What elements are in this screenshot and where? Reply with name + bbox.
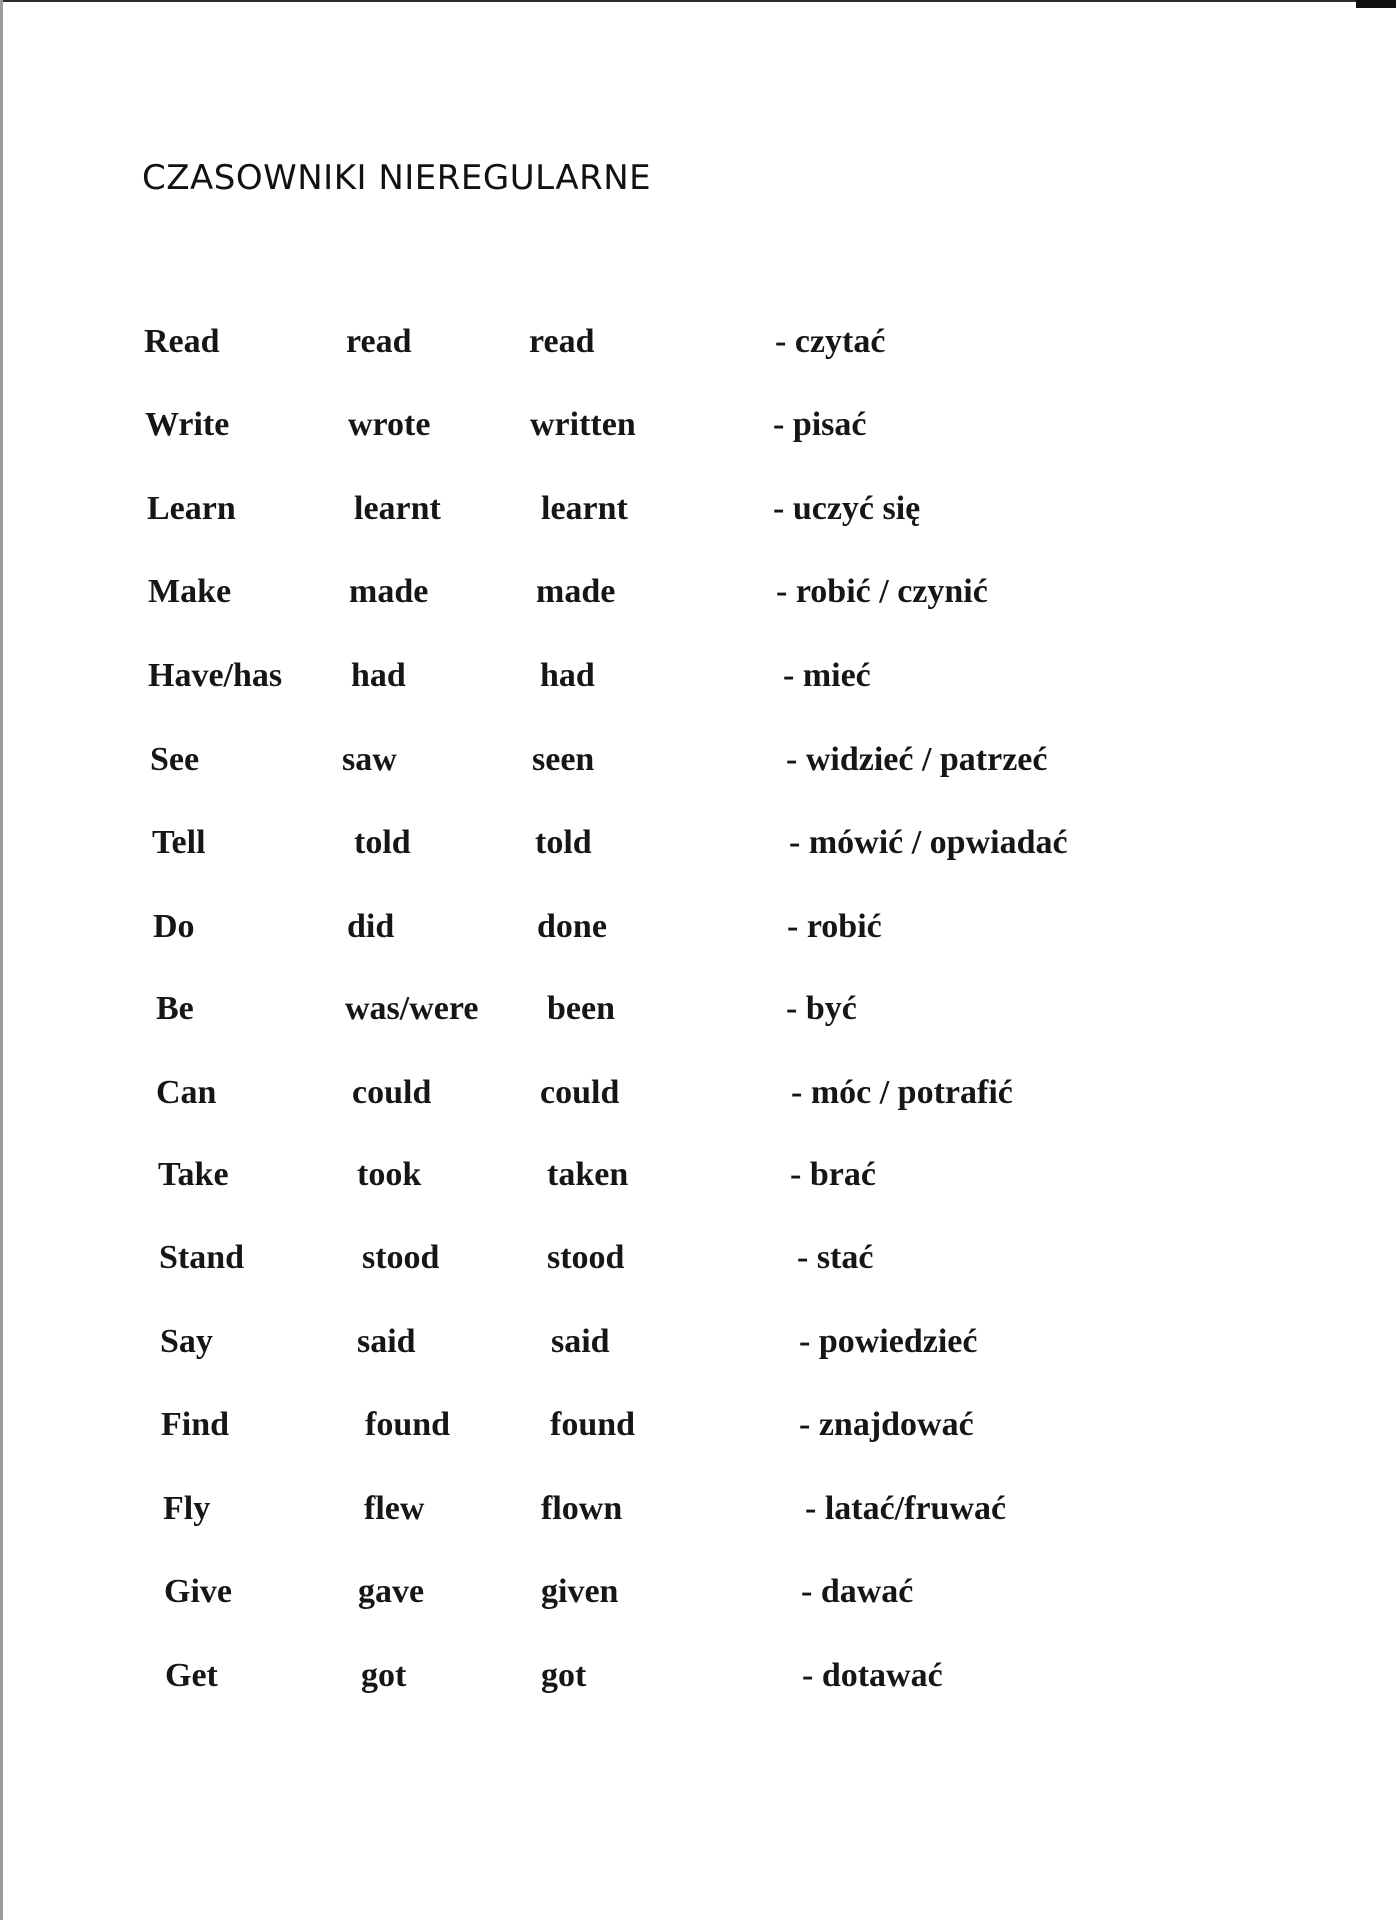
verb-polish-translation: - robić — [787, 908, 882, 945]
verb-base-form: Be — [156, 990, 194, 1027]
verb-base-form: Make — [148, 573, 232, 610]
verb-row — [0, 489, 1396, 549]
verb-past-participle: said — [551, 1323, 610, 1360]
page-title: CZASOWNIKI NIEREGULARNE — [142, 158, 652, 198]
verb-past-participle: could — [540, 1074, 620, 1111]
verb-past-participle: found — [550, 1406, 636, 1443]
verb-past-simple: had — [351, 657, 406, 694]
verb-past-simple: told — [354, 824, 411, 861]
verb-row — [0, 1405, 1396, 1465]
verb-past-simple: found — [365, 1406, 451, 1443]
verb-past-simple: flew — [364, 1490, 425, 1527]
verb-past-participle: flown — [541, 1490, 623, 1527]
verb-row — [0, 1572, 1396, 1632]
verb-past-simple: gave — [358, 1573, 425, 1610]
verb-polish-translation: - być — [786, 990, 857, 1027]
verb-base-form: Take — [158, 1156, 229, 1193]
verb-row — [0, 989, 1396, 1049]
verb-past-simple: made — [349, 573, 429, 610]
verb-row — [0, 1155, 1396, 1215]
verb-row — [0, 1489, 1396, 1549]
verb-polish-translation: - brać — [790, 1156, 876, 1193]
verb-base-form: Fly — [163, 1490, 211, 1527]
verb-row — [0, 740, 1396, 800]
verb-past-simple: was/were — [345, 990, 479, 1027]
verb-base-form: Give — [164, 1573, 232, 1610]
verb-base-form: Tell — [152, 824, 206, 861]
verb-polish-translation: - uczyć się — [773, 490, 921, 527]
verb-past-simple: said — [357, 1323, 416, 1360]
verb-past-simple: could — [352, 1074, 432, 1111]
verb-polish-translation: - stać — [797, 1239, 874, 1276]
verb-polish-translation: - pisać — [773, 406, 867, 443]
verb-past-simple: learnt — [354, 490, 441, 527]
verb-past-participle: got — [541, 1657, 587, 1694]
verb-past-simple: took — [357, 1156, 422, 1193]
verb-past-simple: did — [347, 908, 395, 945]
verb-base-form: See — [150, 741, 200, 778]
verb-row — [0, 405, 1396, 465]
verb-past-simple: saw — [342, 741, 397, 778]
verb-past-participle: been — [547, 990, 615, 1027]
verb-base-form: Have/has — [148, 657, 283, 694]
verb-base-form: Read — [144, 323, 220, 360]
verb-past-participle: seen — [532, 741, 595, 778]
verb-polish-translation: - dawać — [801, 1573, 914, 1610]
verb-base-form: Say — [160, 1323, 213, 1360]
verb-past-participle: stood — [547, 1239, 625, 1276]
verb-past-participle: told — [535, 824, 592, 861]
verb-polish-translation: - latać/fruwać — [805, 1490, 1007, 1527]
verb-row — [0, 1322, 1396, 1382]
verb-past-participle: given — [541, 1573, 619, 1610]
verb-row — [0, 907, 1396, 967]
verb-polish-translation: - robić / czynić — [776, 573, 988, 610]
verb-polish-translation: - mieć — [783, 657, 871, 694]
verb-polish-translation: - znajdować — [799, 1406, 974, 1443]
verb-past-participle: taken — [547, 1156, 629, 1193]
verb-row — [0, 322, 1396, 382]
verb-past-simple: stood — [362, 1239, 440, 1276]
verb-polish-translation: - widzieć / patrzeć — [786, 741, 1048, 778]
verb-past-participle: read — [529, 323, 595, 360]
verb-polish-translation: - móc / potrafić — [791, 1074, 1013, 1111]
verb-polish-translation: - powiedzieć — [799, 1323, 978, 1360]
verb-polish-translation: - czytać — [775, 323, 886, 360]
verb-row — [0, 1238, 1396, 1298]
verb-row — [0, 656, 1396, 716]
verb-past-simple: got — [361, 1657, 407, 1694]
verb-row — [0, 823, 1396, 883]
verb-row — [0, 1073, 1396, 1133]
verb-row — [0, 572, 1396, 632]
verb-base-form: Stand — [159, 1239, 245, 1276]
verb-past-participle: done — [537, 908, 607, 945]
verb-past-participle: had — [540, 657, 595, 694]
verb-base-form: Can — [156, 1074, 217, 1111]
verb-past-participle: learnt — [541, 490, 628, 527]
verb-base-form: Find — [161, 1406, 230, 1443]
verb-past-simple: read — [346, 323, 412, 360]
verb-row — [0, 1656, 1396, 1716]
verb-past-simple: wrote — [348, 406, 431, 443]
verb-polish-translation: - dotawać — [802, 1657, 943, 1694]
verb-base-form: Do — [153, 908, 195, 945]
verb-past-participle: made — [536, 573, 616, 610]
verb-polish-translation: - mówić / opwiadać — [789, 824, 1068, 861]
verb-base-form: Write — [145, 406, 230, 443]
verb-past-participle: written — [530, 406, 636, 443]
verb-base-form: Get — [165, 1657, 218, 1694]
verb-base-form: Learn — [147, 490, 236, 527]
